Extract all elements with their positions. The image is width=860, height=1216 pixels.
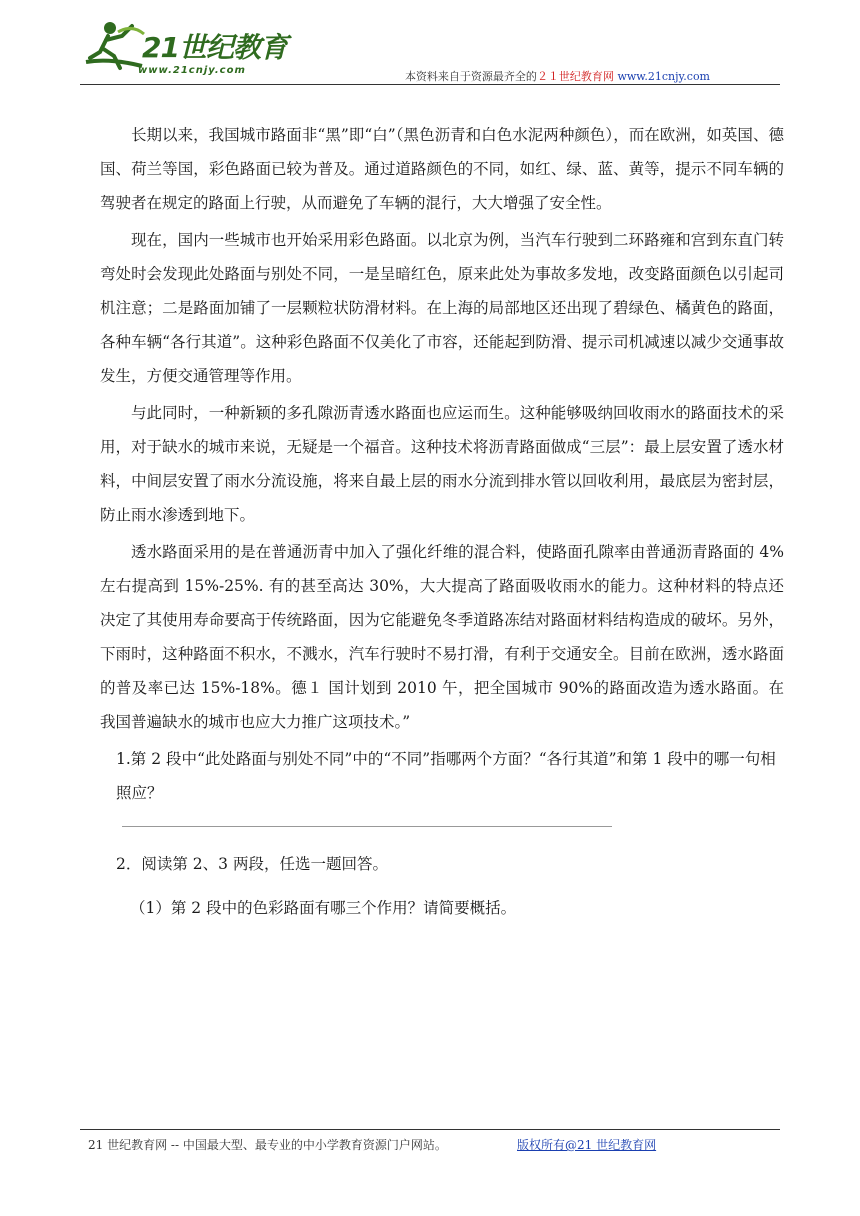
footer-divider — [80, 1129, 780, 1130]
paragraph-2: 现在，国内一些城市也开始采用彩色路面。以北京为例，当汽车行驶到二环路雍和宫到东直门转弯处时会发现此处路面与别处不同，一是呈暗红色，原来此处为事故多发地，改变路面颜色以引起司机注意；二是路面加铺了一层颗粒状防滑材料。在上海的局部地区还出现了碧绿色、橘黄色的路面，各种车辆“各行其道”。这种彩色路面不仅美化了市容，还能起到防滑、提示司机减速以减少交通事故发生，方便交通管理等作用。 — [100, 231, 784, 385]
header-note-url[interactable]: www.21cnjy.com — [617, 70, 710, 83]
paragraph-1: 长期以来，我国城市路面非“黑”即“白”（黑色沥青和白色水泥两种颜色），而在欧洲，如英国、德国、荷兰等国，彩色路面已较为普及。通过道路颜色的不同，如红、绿、蓝、黄等，提示不同车辆的驾驶者在规定的路面上行驶，从而避免了车辆的混行，大大增强了安全性。 — [100, 126, 784, 212]
logo-url: www.21cnjy.com — [138, 65, 246, 76]
document-body — [100, 118, 784, 925]
paragraph-4: 透水路面采用的是在普通沥青中加入了强化纤维的混合料，使路面孔隙率由普通沥青路面的 4%左右提高到 15%-25%. 有的甚至高达 30%，大大提高了路面吸收雨水的能力。这种材料的特点还决定了其使用寿命要高于传统路面，因为它能避免冬季道路冻结对路面材料结构造成的破坏。另外，下雨时，这种路面不积水，不溅水，汽车行驶时不易打滑，有利于交通安全。目前在欧洲，透水路面的普及率已达 15%-18%。德１ 国计划到 2010 午，把全国城市 90%的路面改造为透水路面。在我国普遍缺水的城市也应大力推广这项技术。” — [100, 543, 784, 731]
footer-copyright-link[interactable]: 版权所有@21 世纪教育网 — [517, 1138, 657, 1152]
header-note-prefix: 本资料来自于资源最齐全的 — [404, 70, 537, 83]
question-2: 2．阅读第 2、3 两段，任选一题回答。 — [116, 855, 388, 873]
paragraph-3: 与此同时，一种新颖的多孔隙沥青透水路面也应运而生。这种能够吸纳回收雨水的路面技术的采用，对于缺水的城市来说，无疑是一个福音。这种技术将沥青路面做成“三层”：最上层安置了透水材料，中间层安置了雨水分流设施，将来自最上层的雨水分流到排水管以回收利用，最底层为密封层，防止雨水渗透到地下。 — [100, 404, 784, 524]
page-header — [80, 18, 780, 88]
footer-text: 21 世纪教育网 -- 中国最大型、最专业的中小学教育资源门户网站。 — [88, 1138, 447, 1152]
answer-line[interactable] — [122, 826, 612, 827]
question-1: 1.第 2 段中“此处路面与别处不同”中的“不同”指哪两个方面？“各行其道”和第 1 段中的哪一句相照应？ — [116, 750, 776, 802]
header-note-site[interactable]: ２１世纪教育网 — [536, 70, 614, 83]
logo — [80, 18, 290, 84]
header-note — [405, 68, 710, 84]
question-2-1: （1）第 2 段中的色彩路面有哪三个作用？请简要概括。 — [130, 899, 517, 917]
header-divider — [80, 84, 780, 85]
logo-text: 21世纪教育 — [142, 31, 287, 64]
